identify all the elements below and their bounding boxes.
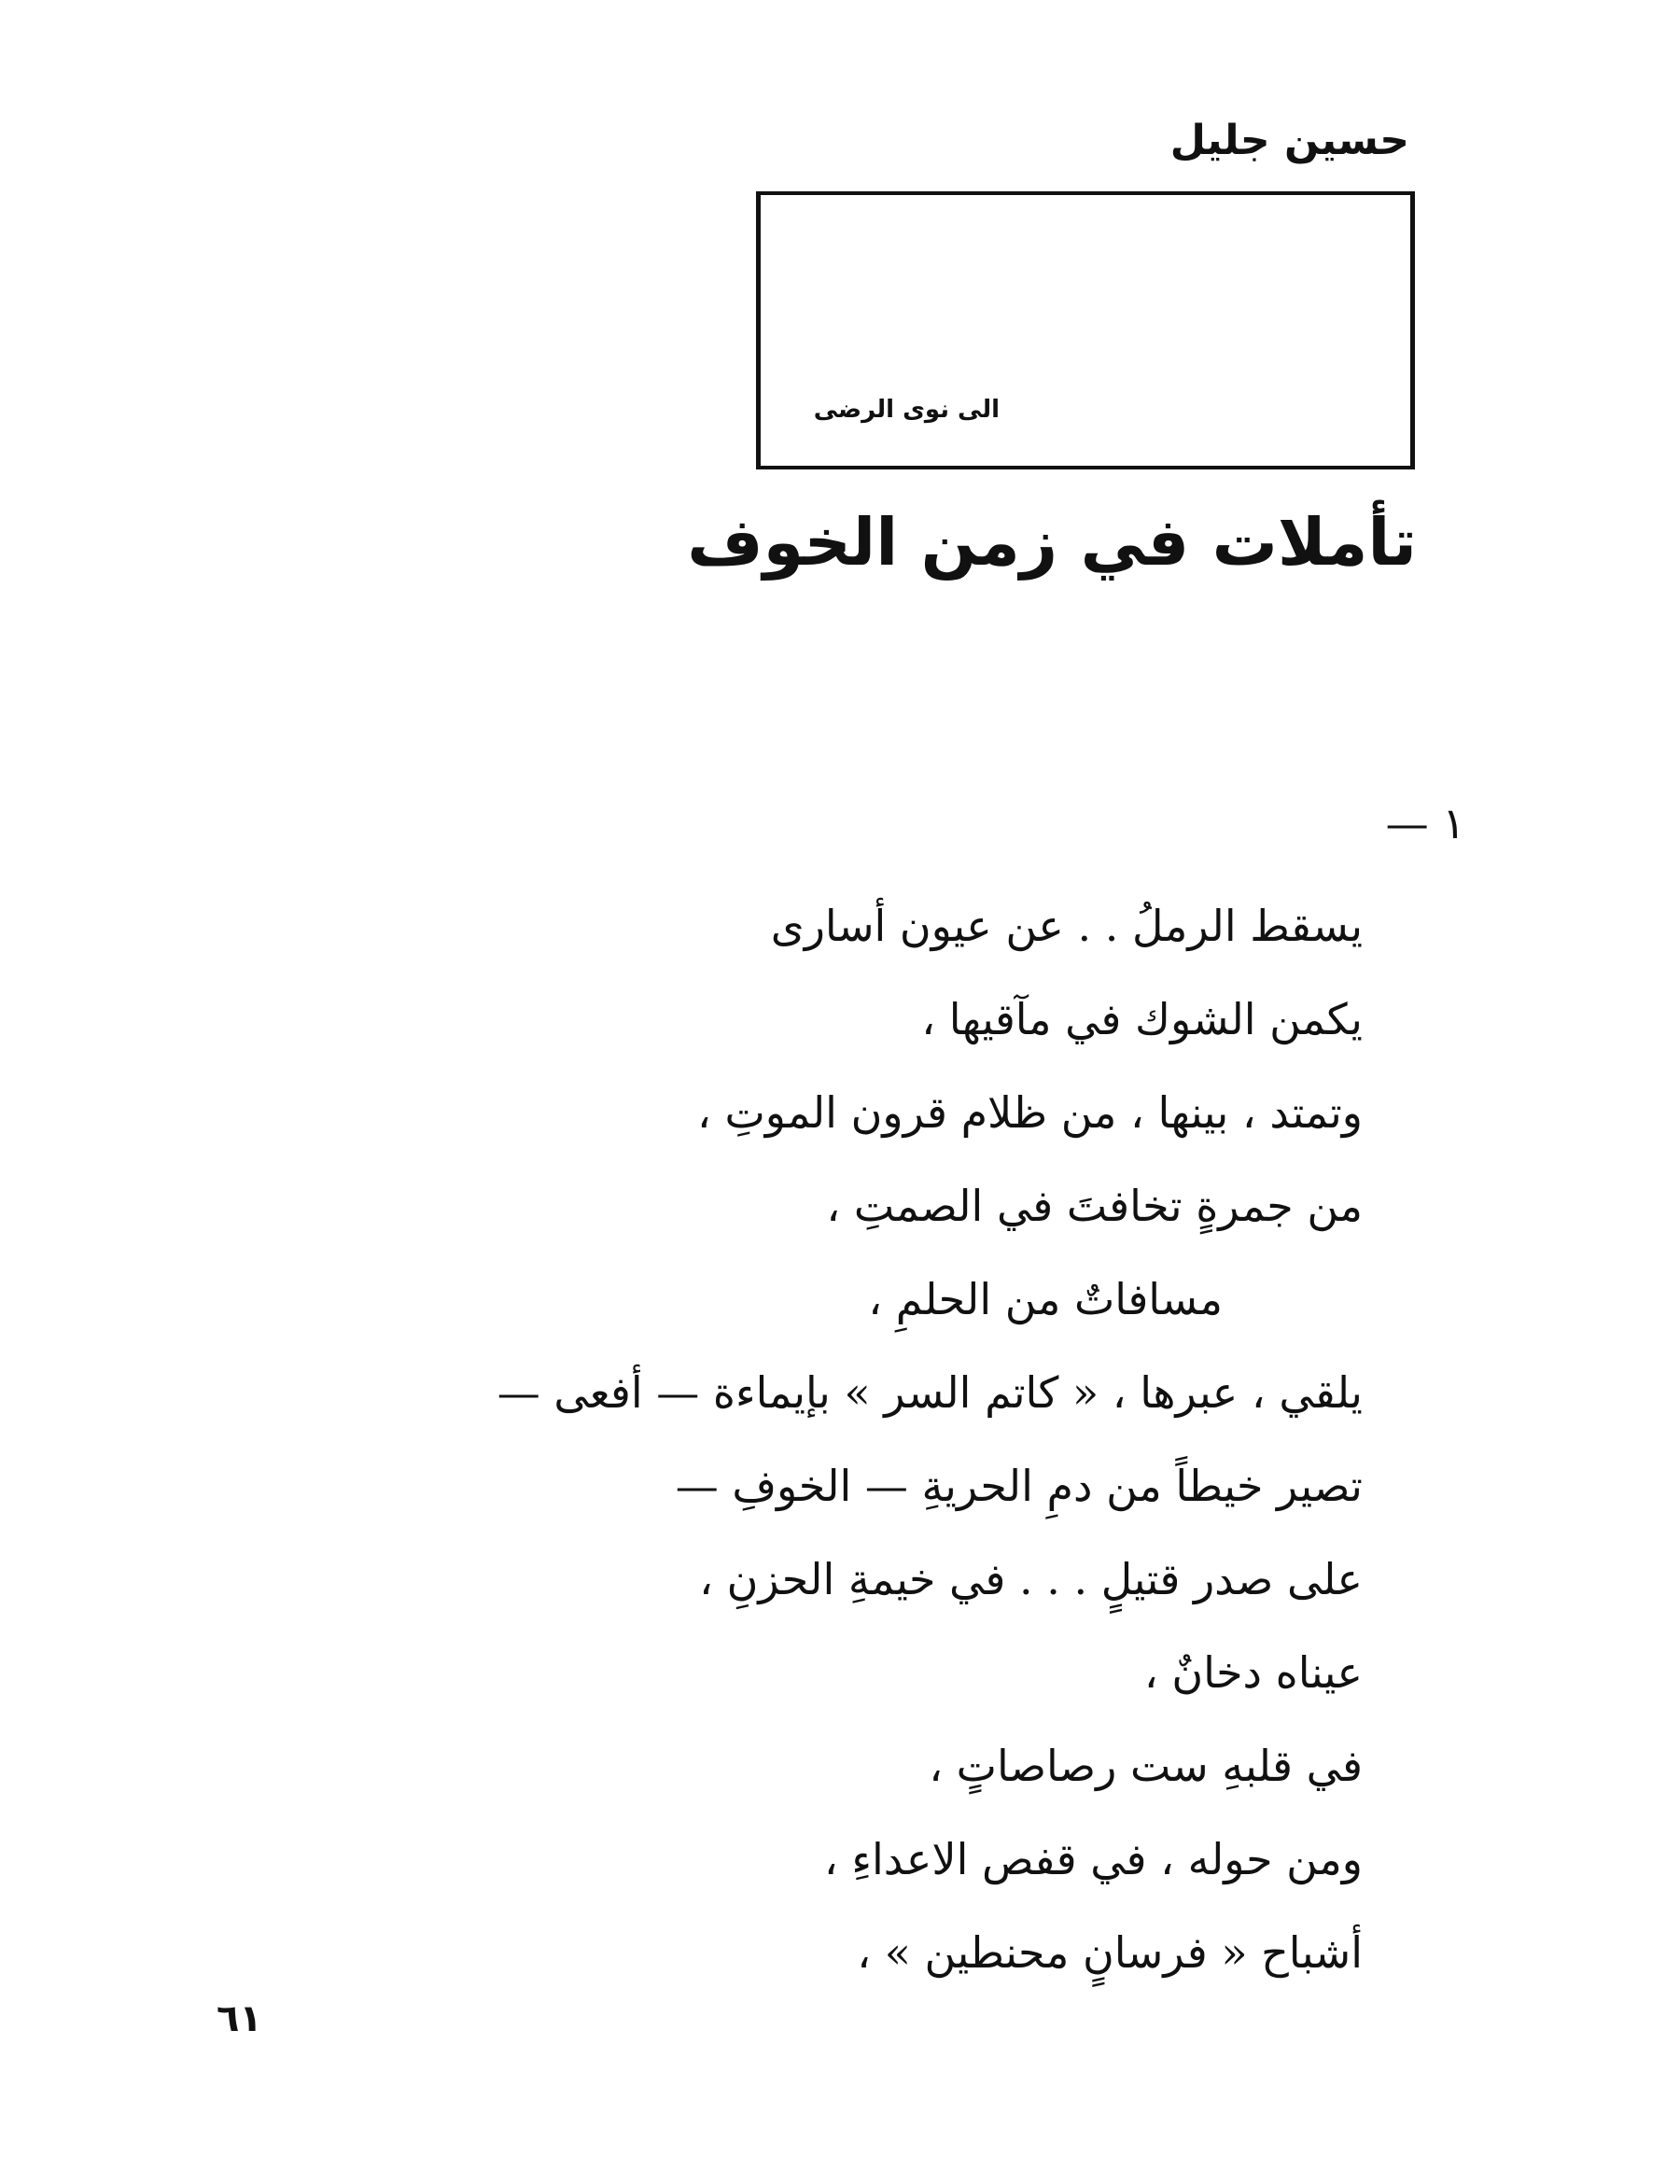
- verse-line: ومن حوله ، في قفص الاعداءِ ،: [823, 1834, 1363, 1884]
- verse-line: أشباح « فرسانٍ محنطين » ،: [857, 1927, 1363, 1978]
- verse-line: يسقط الرملُ . . عن عيون أسارى: [770, 901, 1363, 951]
- poem-title: تأملات في زمن الخوف: [687, 504, 1417, 581]
- page-number: ٦١: [217, 1997, 262, 2040]
- verse-line: عيناه دخانٌ ،: [1143, 1647, 1363, 1698]
- verse-line: يلقي ، عبرها ، « كاتم السر » بإيماءة — أفعى —: [497, 1367, 1363, 1418]
- dedication-text: الى نوى الرضى: [813, 396, 1000, 424]
- poem-verses: [497, 896, 1363, 2016]
- section-number: ١ —: [1385, 798, 1465, 848]
- verse-line: تصير خيطاً من دمِ الحريةِ — الخوفِ —: [675, 1461, 1363, 1511]
- author-name: حسين جليل: [1169, 117, 1409, 164]
- verse-line: في قلبهِ ست رصاصاتٍ ،: [929, 1741, 1363, 1791]
- verse-line: من جمرةٍ تخافتَ في الصمتِ ،: [826, 1181, 1363, 1231]
- verse-line: مسافاتٌ من الحلمِ ،: [868, 1274, 1223, 1324]
- verse-line: على صدر قتيلٍ . . . في خيمةِ الحزنِ ،: [699, 1554, 1363, 1604]
- dedication-box: [756, 191, 1415, 469]
- verse-line: يكمن الشوك في مآقيها ،: [921, 994, 1363, 1044]
- verse-line: وتمتد ، بينها ، من ظلام قرون الموتِ ،: [697, 1087, 1363, 1138]
